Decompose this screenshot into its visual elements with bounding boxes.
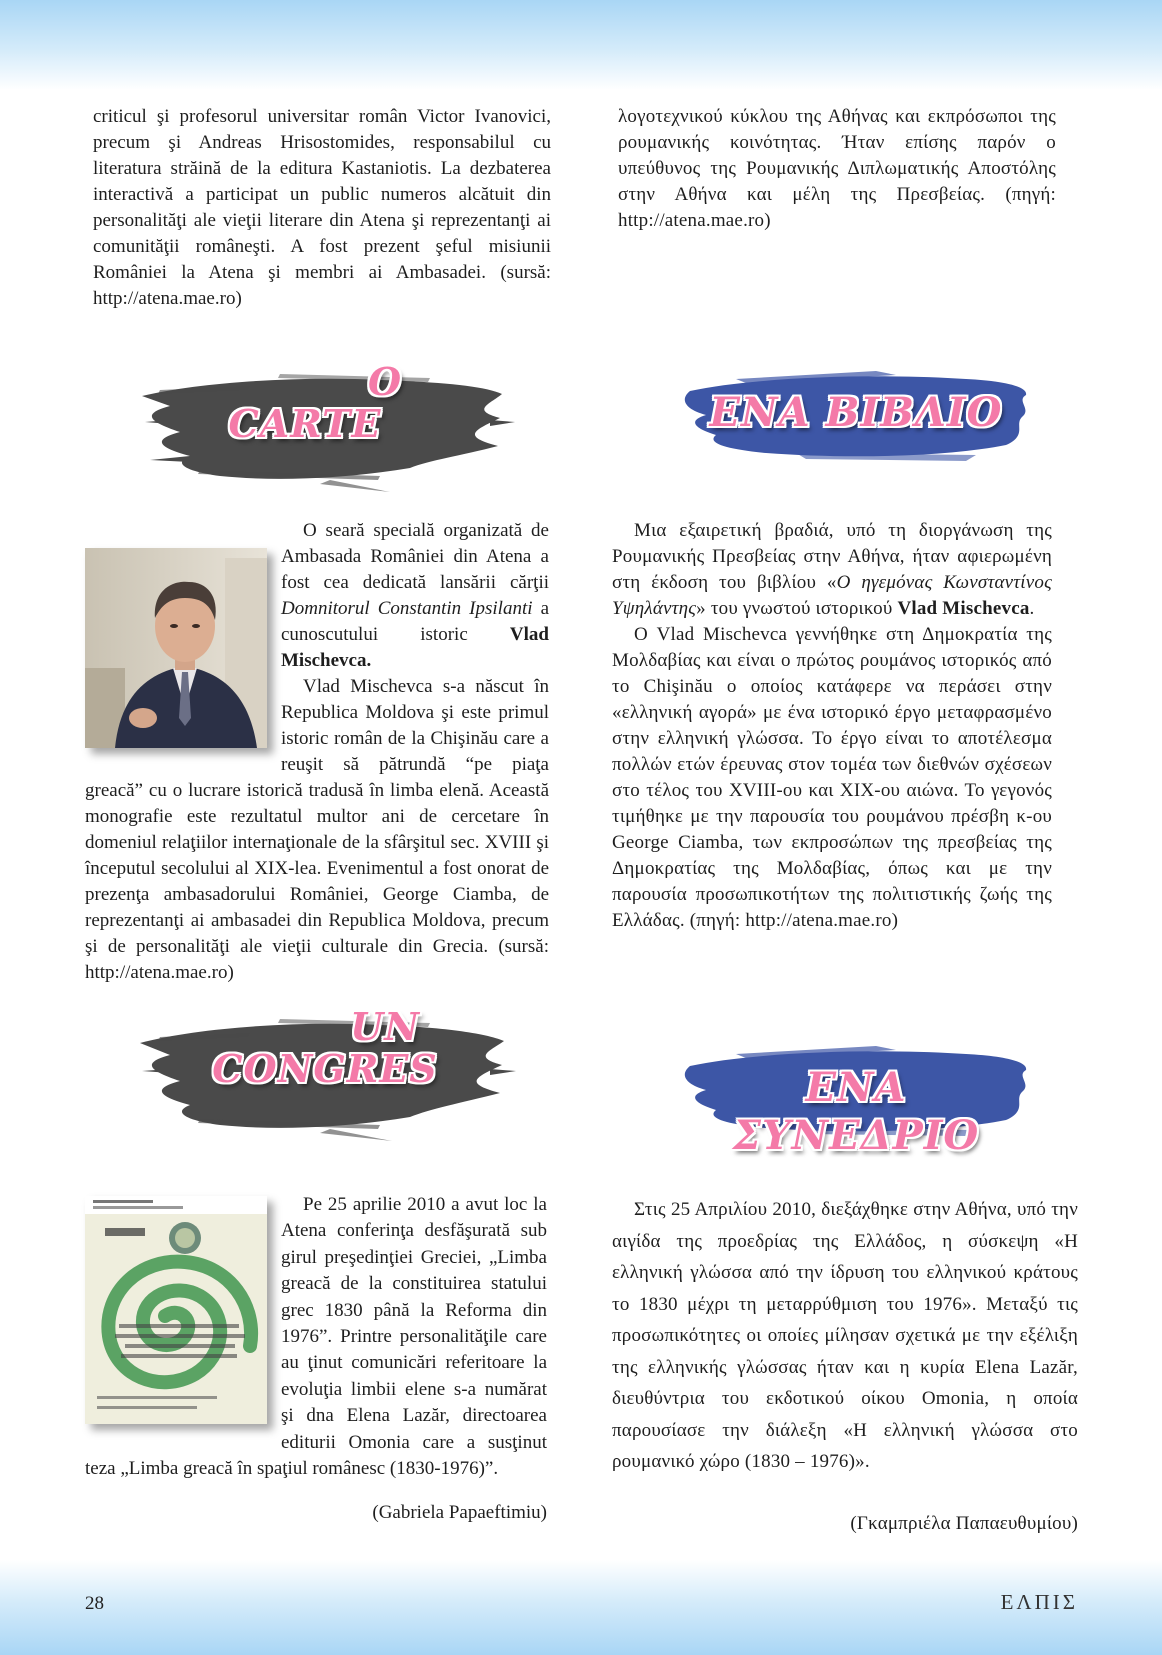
poster-image	[85, 1196, 267, 1424]
carte-heading-line2: CARTE	[228, 401, 382, 446]
carte-intro-mid: a cunoscutului istoric	[281, 598, 549, 645]
vivlio-intro-mid: » του γνωστού ιστορικού	[696, 598, 898, 619]
carte-body-paragraph: Vlad Mischevca s-a născut în Republica Moldova şi este primul istoric român de la Chişinău care a reuşit să pătrundă “pe piaţa greacă” cu o lucrare istorică tradusă în limba elenă. Această monografie este rezultatul multor ani de cercetare în domeniul relaţiilor internaţionale de la sfârşitul sec. XVIII şi începutul secolului al XIX-lea. Evenimentul a fost onorat de prezenţa ambasadorului României, George Ciamba, de reprezentanţi ai ambasadei din Republica Moldova, precum şi de personalităţi ale vieţii culturale din Grecia. (sursă: http://atena.mae.ro)	[85, 676, 549, 983]
congres-heading-line2: CONGRES	[212, 1046, 438, 1091]
carte-article	[85, 518, 549, 986]
vivlio-intro-text: Μια εξαιρετική βραδιά, υπό τη διοργάνωση της Ρουμανικής Πρεσβείας στην Αθήνα, ήταν αφιερωμένη στη έκδοση του βιβλίου «	[612, 520, 1052, 593]
conference-poster	[85, 1196, 267, 1424]
author-photo	[85, 548, 267, 748]
congres-signature: (Gabriela Papaeftimiu)	[372, 1502, 547, 1524]
vivlio-article	[612, 518, 1052, 934]
vivlio-body-paragraph: Ο Vlad Mischevca γεννήθηκε στη Δημοκρατία της Μολδαβίας και είναι ο πρώτος ρουμάνος ιστορικός από το Chişinău ο οποίος κατάφερε να περάσει στην «ελληνική αγορά» με ένα ιστορικό έργο μεταφρασμένο στην ελληνική γλώσσα. Το έργο είναι το αποτέλεσμα πολλών ετών έρευνας στον τομέα των διεθνών σχέσεων στο τέλος του XVIII-ου και XIX-ου αιώνα. Το γεγονός τιμήθηκε με την παρουσία του ρουμάνου πρέσβη κ-ου George Ciamba, των εκπροσώπων της πρεσβείας της Δημοκρατίας της Μολδαβίας, όπως και με την παρουσία προσωπικοτήτων της πολιτιστικής ζωής της Ελλάδας. (πηγή: http://atena.mae.ro)	[612, 624, 1052, 931]
portrait-image	[85, 548, 267, 748]
vivlio-heading-banner	[676, 365, 1036, 465]
carte-heading-line1: O	[367, 359, 403, 404]
magazine-title: ΕΛΠΙΣ	[1000, 1590, 1078, 1614]
vivlio-intro-end: .	[1029, 598, 1035, 619]
bottom-gradient-band	[0, 1560, 1162, 1655]
congres-heading-line1: UN	[350, 1004, 420, 1049]
carte-intro-text: O seară specială organizată de Ambasada României din Atena a fost cea dedicată lansării cărţii	[281, 520, 549, 593]
top-romanian-paragraph: criticul şi profesorul universitar român Victor Ivanovici, precum şi Andreas Hrisostomides, responsabilul cu literatura străină de la editura Kastaniotis. La dezbaterea interactivă a participat un public numeros alcătuit din personalităţi ale vieţii literare din Atena şi reprezentanţi ai comunităţii româneşti. A fost prezent şeful misiunii României la Atena şi membri ai Ambasadei. (sursă: http://atena.mae.ro)	[93, 106, 551, 309]
top-gradient-band	[0, 0, 1162, 90]
synedrio-heading: ΕΝΑ ΣΥΝΕΔΡΙΟ	[732, 1064, 980, 1159]
vivlio-book-title: Ο ηγεμόνας Κωνσταντίνος Υψηλάντης	[612, 572, 1052, 619]
synedrio-article	[612, 1194, 1078, 1539]
congres-article	[85, 1192, 547, 1526]
top-greek-paragraph: λογοτεχνικού κύκλου της Αθήνας και εκπρόσωποι της ρουμανικής κοινότητας. Ήταν επίσης παρόν ο υπεύθυνος της Ρουμανικής Διπλωματικής Αποστόλης στην Αθήνα και μέλη της Πρεσβείας. (πηγή: http://atena.mae.ro)	[618, 106, 1056, 231]
vivlio-author-name: Vlad Mischevca	[897, 598, 1030, 619]
synedrio-heading-banner	[676, 1040, 1036, 1159]
carte-heading-banner	[130, 360, 520, 500]
top-romanian-text	[93, 104, 551, 312]
carte-book-title: Domnitorul Constantin Ipsilanti	[281, 598, 533, 619]
vivlio-heading: ΕΝΑ ΒΙΒΛΙΟ	[709, 389, 1003, 436]
page-number: 28	[85, 1593, 104, 1614]
carte-author-name: Vlad Mischevca.	[281, 624, 549, 671]
synedrio-signature: (Γκαμπριέλα Παπαευθυμίου)	[850, 1512, 1078, 1534]
congres-body-paragraph: Pe 25 aprilie 2010 a avut loc la Atena conferinţa desfăşurată sub girul preşedinţiei Greciei, „Limba greacă de la constituirea statului grec 1830 până la Reforma din 1976”. Printre personalităţile care au ţinut comunicări referitoare la evoluţia limbii elene s-a numărat şi dna Elena Lazăr, directoarea editurii Omonia care a susţinut teza „Limba greacă în spaţiul românesc (1830-1976)”.	[85, 1194, 547, 1480]
synedrio-body-paragraph: Στις 25 Απριλίου 2010, διεξάχθηκε στην Αθήνα, υπό την αιγίδα της προεδρίας της Ελλάδος, η σύσκεψη «Η ελληνική γλώσσα από την ίδρυση του ελληνικού κράτους το 1830 μέχρι τη μεταρρύθμιση του 1976». Μεταξύ τις προσωπικότητες οι οποίες μίλησαν σχετικά με την εξέλιξη της ελληνικής γλώσσας ήταν και η κυρία Elena Lazăr, διευθύντρια του εκδοτικού οίκου Omonia, η οποία παρουσίασε την διάλεξη «Η ελληνική γλώσσα στο ρουμανικό χώρο (1830 – 1976)».	[612, 1199, 1078, 1472]
congres-heading-banner	[130, 1005, 520, 1150]
top-greek-text	[618, 104, 1056, 234]
